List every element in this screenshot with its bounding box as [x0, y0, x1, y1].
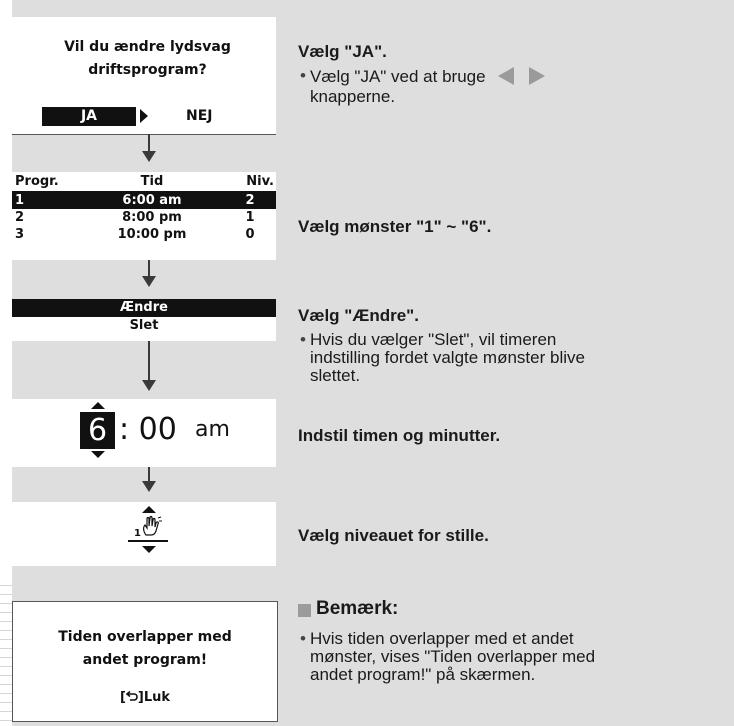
note-heading: Bemærk: [316, 598, 399, 619]
table-header [12, 172, 276, 192]
program-table [12, 172, 276, 243]
bullet-icon: • [300, 330, 306, 349]
arrow-down-icon [142, 481, 156, 492]
step5-heading: Vælg niveauet for stille. [298, 526, 489, 545]
arrow-down-icon [142, 380, 156, 391]
confirm-question [20, 36, 275, 82]
step1-text-2: knapperne. [310, 87, 396, 106]
yes-option[interactable]: JA [42, 107, 136, 126]
note-text: Hvis tiden overlapper med et andet mønster, vises "Tiden overlapper med andet program!" på skærmen. [310, 629, 596, 684]
minutes-value[interactable]: : 00 [119, 412, 177, 447]
header-time: Tid [140, 174, 164, 189]
step2-heading: Vælg mønster "1" ~ "6". [298, 217, 492, 236]
step4-heading: Indstil timen og minutter. [298, 426, 501, 445]
back-arrow-icon [126, 691, 138, 702]
table-row[interactable]: 1 6:00 am 2 [12, 192, 276, 209]
connector-line [148, 260, 150, 277]
step3-text: Hvis du vælger "Slet", vil timeren indstilling fordet valgte mønster blive slettet. [310, 330, 585, 385]
table-row[interactable]: 3 10:00 pm 0 [15, 227, 255, 242]
decrease-arrow-icon [142, 546, 156, 553]
menu-item-delete[interactable]: Slet [129, 318, 159, 333]
left-button-icon [498, 67, 514, 85]
right-button-icon [529, 67, 545, 85]
level-number: 1 [134, 528, 141, 539]
arrow-down-icon [142, 151, 156, 162]
confirm-line-2: driftsprogram? [88, 62, 207, 78]
bullet-icon: • [300, 66, 306, 85]
ampm-value: am [195, 417, 230, 442]
decrease-arrow-icon [91, 451, 105, 458]
step1-text-1: Vælg "JA" ved at bruge [310, 67, 545, 86]
level-underline [128, 540, 168, 542]
connector-line [148, 134, 150, 152]
confirm-line-1: Vil du ændre lydsvag [64, 39, 231, 55]
menu-item-change[interactable]: Ændre [12, 299, 276, 317]
connector-line [148, 467, 150, 482]
hour-value[interactable]: 6 [80, 412, 115, 449]
table-row[interactable]: 2 8:00 pm 1 [15, 210, 255, 225]
no-option[interactable]: NEJ [186, 108, 213, 124]
page-margin-lines [0, 585, 12, 726]
close-button[interactable]: [ ]Luk [119, 690, 171, 705]
edit-menu [12, 299, 276, 335]
connector-line [148, 341, 150, 381]
quiet-hand-icon [138, 515, 164, 537]
increase-arrow-icon [91, 402, 105, 409]
overlap-message: Tiden overlapper med andet program! [58, 629, 232, 668]
header-level: Niv. [246, 174, 274, 189]
selection-arrow-icon [140, 109, 148, 123]
increase-arrow-icon [142, 506, 156, 513]
step3-heading: Vælg "Ændre". [298, 306, 419, 325]
note-square-icon [298, 604, 311, 617]
arrow-down-icon [142, 276, 156, 287]
step1-heading: Vælg "JA". [298, 42, 387, 61]
header-program: Progr. [15, 174, 59, 189]
bullet-icon: • [300, 629, 306, 648]
